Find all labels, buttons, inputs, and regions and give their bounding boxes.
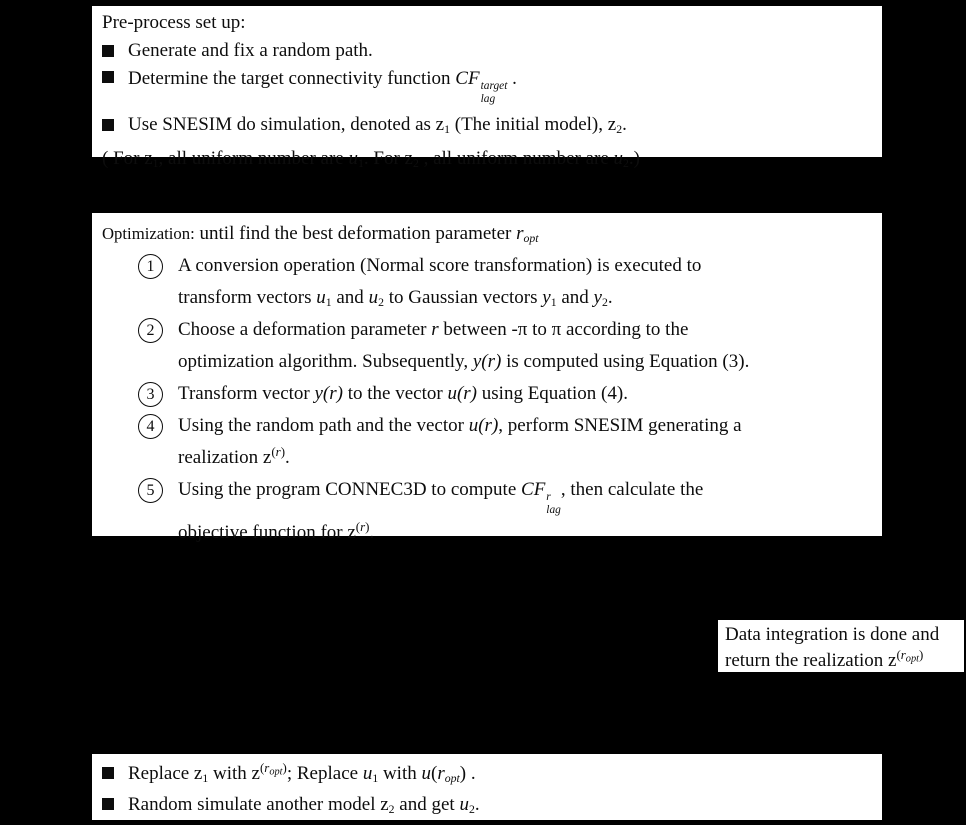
step-text: A conversion operation (Normal score transformation) is executed to transform vectors $u_1$ and $u_2$ to Gaussian vectors $y_1$ and $y_2$. — [178, 255, 702, 309]
step-text: Using the program CONNEC3D to compute CF r lag , then calculate the objective function for $z^{(r)}$. — [178, 479, 704, 543]
optimization-step-3 — [138, 378, 872, 410]
square-bullet-icon — [102, 767, 114, 779]
update-box — [90, 752, 884, 822]
square-bullet-icon — [102, 798, 114, 810]
optimization-step-2 — [138, 314, 872, 378]
preprocess-bullet-1 — [102, 38, 872, 64]
optimization-step-4 — [138, 410, 872, 474]
preprocess-bullet-3 — [102, 112, 872, 138]
optimization-box — [90, 211, 884, 543]
circled-number-icon: 3 — [138, 382, 163, 407]
step-text: Transform vector y(r) to the vector u(r) using Equation (4). — [178, 383, 628, 404]
bullet-text: Use SNESIM do simulation, denoted as $z_1$ (The initial model), $z_2$. — [128, 113, 627, 136]
preprocess-bullet-2 — [102, 64, 872, 106]
circled-number-icon: 2 — [138, 318, 163, 343]
preprocess-note: ( For $z_1$, all uniform number are $u_1$. For $z_2$ , all uniform number are $u_2$.) — [102, 147, 640, 170]
bullet-text: Generate and fix a random path. — [128, 40, 373, 61]
step-text: Choose a deformation parameter r between -π to π according to the optimization algorithm. Subsequently, y(r) is computed using Equation (3). — [178, 319, 750, 372]
square-bullet-icon — [102, 119, 114, 131]
square-bullet-icon — [102, 71, 114, 83]
result-box — [716, 618, 966, 674]
result-line-1: Data integration is done and — [725, 624, 940, 645]
bullet-text: Replace $z_1$ with $z^{(r_{opt})}$; Replace $u_1$ with $u(r_{opt})$ . — [128, 759, 476, 785]
circled-number-icon: 4 — [138, 414, 163, 439]
optimization-title: Optimization: until find the best deformation parameter $r_{opt}$ — [102, 223, 539, 245]
preprocess-title: Pre-process set up: — [102, 12, 246, 33]
preprocess-box — [90, 4, 884, 170]
result-line-2: return the realization $z^{(r_{opt})}$ — [725, 646, 924, 671]
update-bullet-1 — [102, 758, 872, 789]
bullet-text: Determine the target connectivity function CF target lag . — [128, 68, 517, 106]
optimization-step-5 — [138, 474, 872, 549]
bullet-text: Random simulate another model $z_2$ and get $u_2$. — [128, 794, 480, 816]
update-bullet-2 — [102, 789, 872, 820]
square-bullet-icon — [102, 45, 114, 57]
circled-number-icon: 5 — [138, 478, 163, 503]
circled-number-icon: 1 — [138, 254, 163, 279]
step-text: Using the random path and the vector u(r), perform SNESIM generating a realization $z^{(r)}$. — [178, 415, 742, 468]
optimization-step-1 — [138, 250, 872, 314]
